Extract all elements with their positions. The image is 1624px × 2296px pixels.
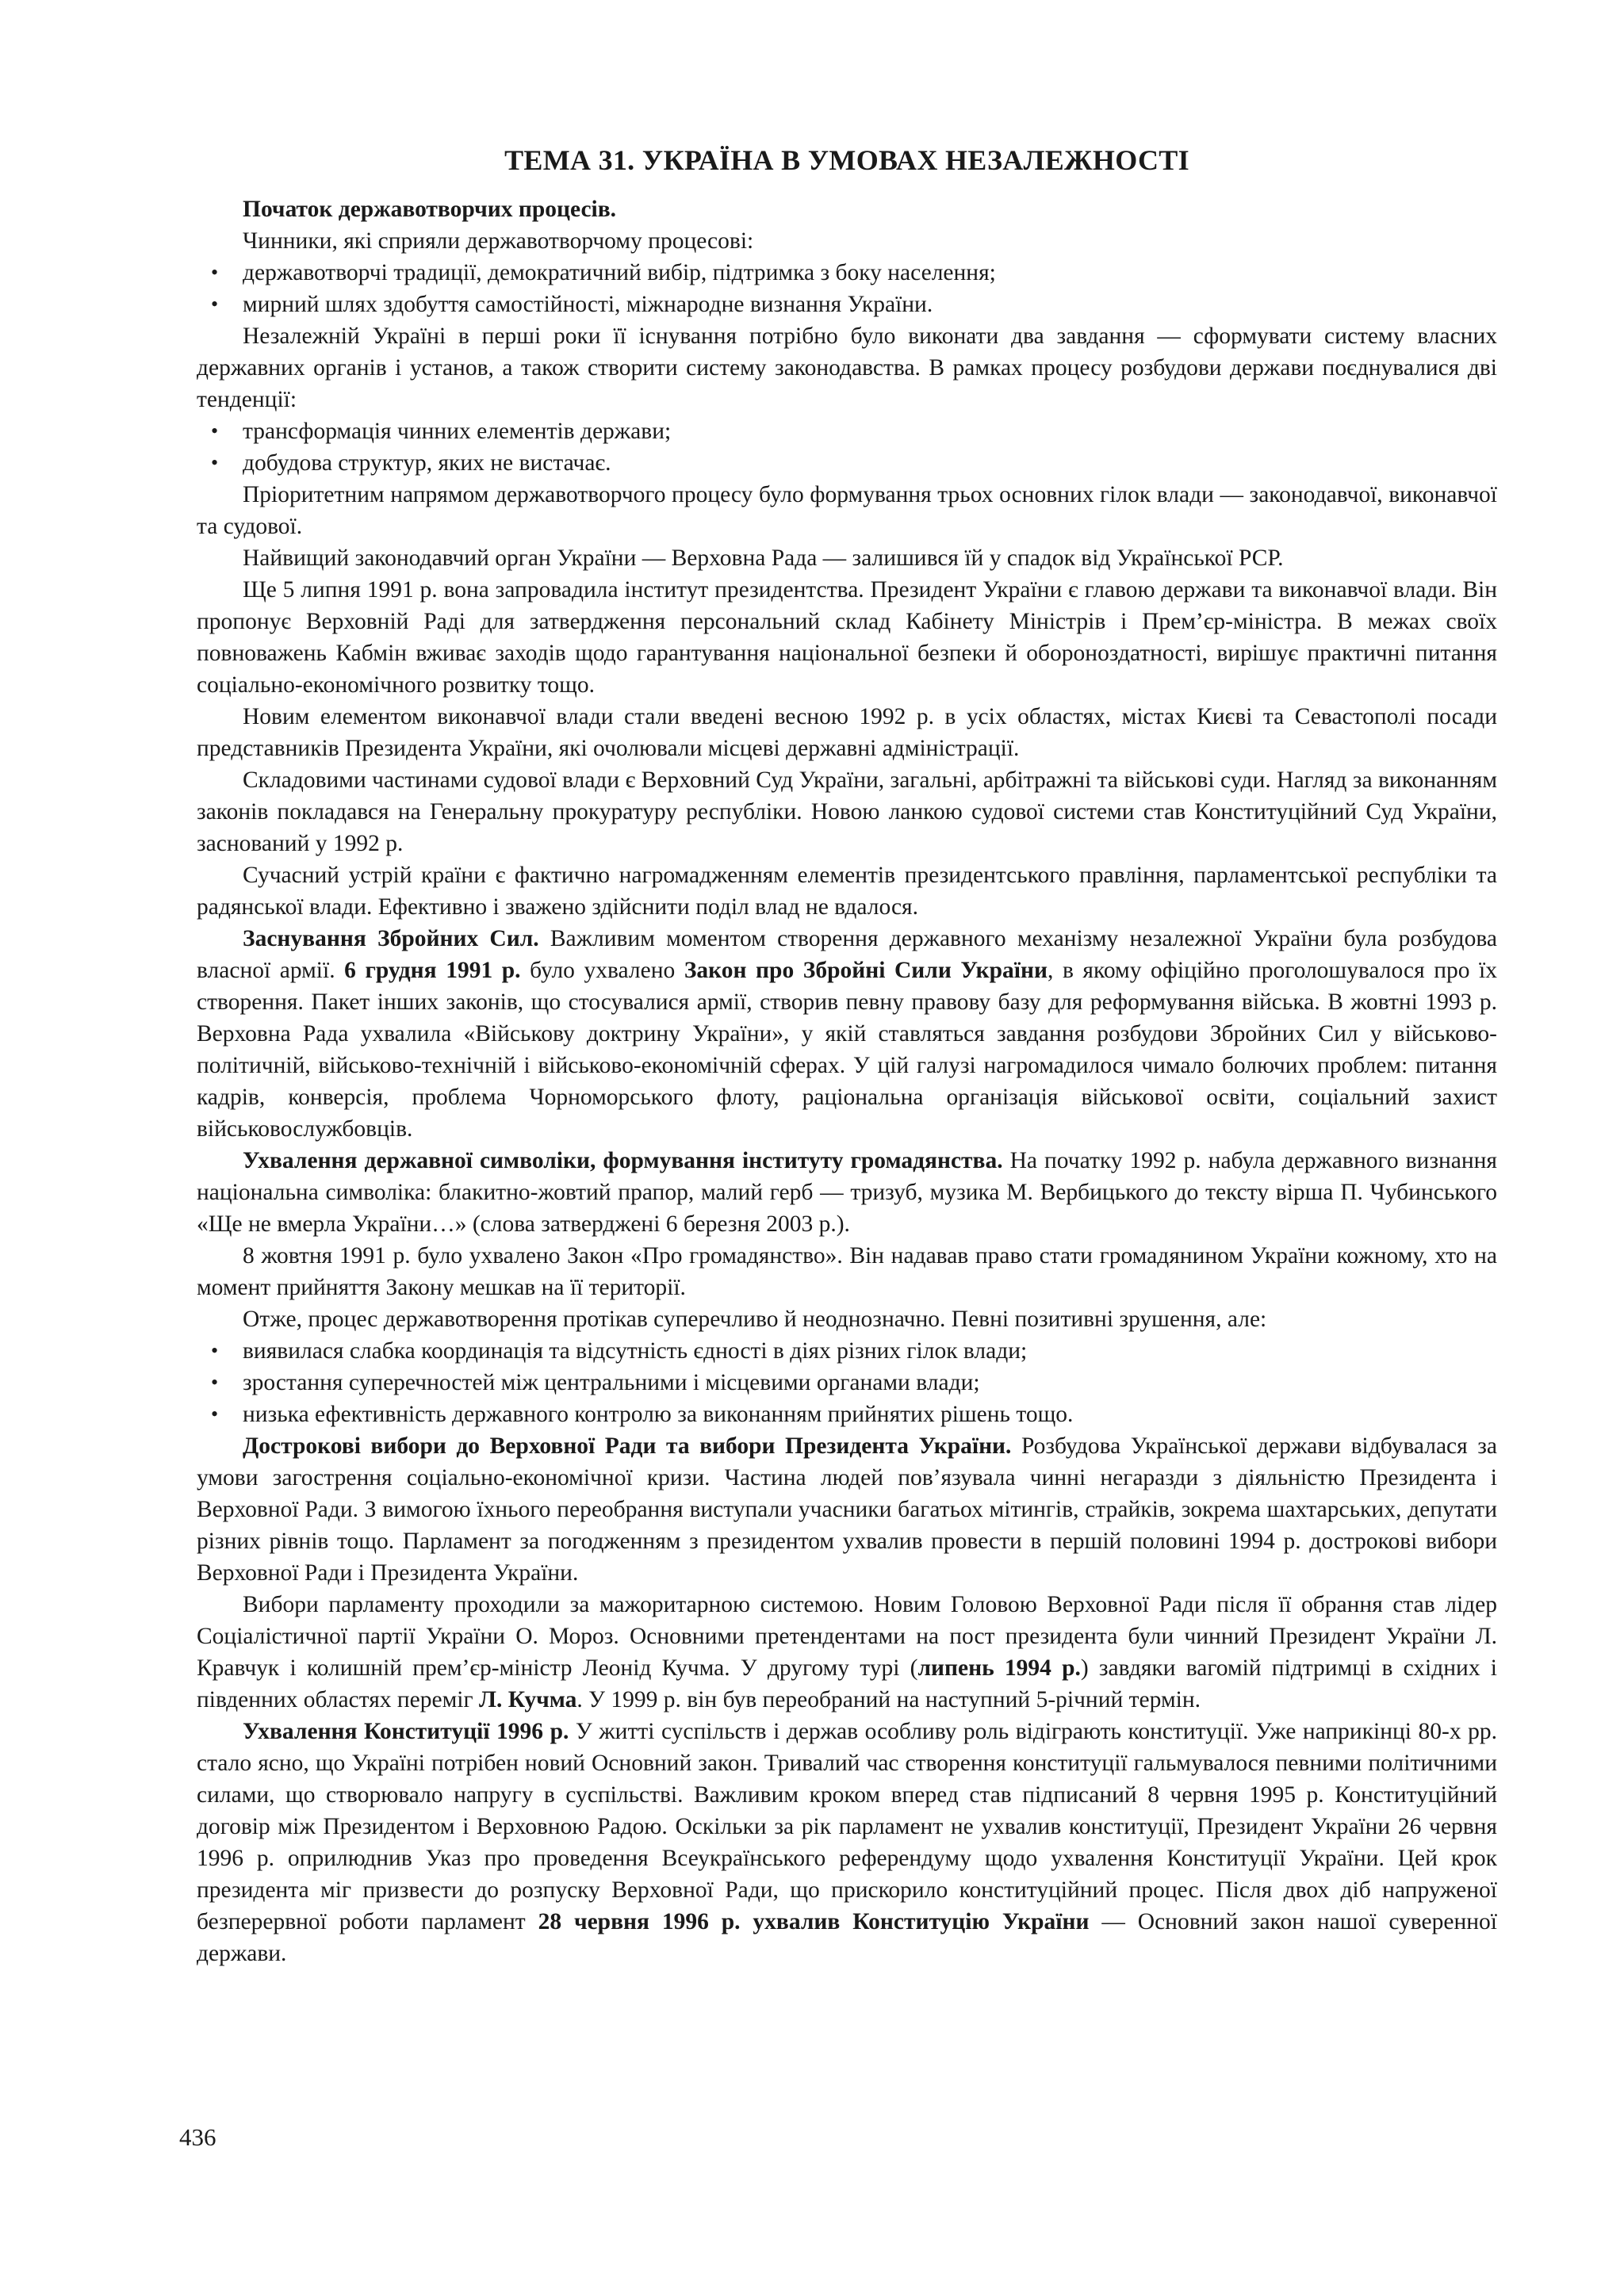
- bullet-item: • державотворчі традиції, демократичний вибір, підтримка з боку населення;: [197, 257, 1497, 289]
- bold-law: Закон про Збройні Сили України: [684, 958, 1048, 983]
- paragraph: Пріоритетним напрямом державотворчого процесу було формування трьох основних гілок влади — законодавчої, виконавчої та судової.: [197, 482, 1497, 539]
- paragraph: Незалежній Україні в перші роки її існування потрібно було виконати два завдання — сформувати систему власних державних органів і установ, а також створити систему законодавства. В рамках процесу розбудови держави поєднувалися дві тенденції:: [197, 323, 1497, 412]
- bold-name: Л. Кучма: [478, 1687, 577, 1712]
- section-heading: Ухвалення Конституції 1996 р.: [243, 1719, 569, 1744]
- bold-constitution: 28 червня 1996 р. ухвалив Конституцію України: [538, 1909, 1090, 1934]
- bullet-item: • зростання суперечностей між центральними і місцевими органами влади;: [197, 1367, 1497, 1399]
- page-content: [197, 143, 1497, 1969]
- section-heading: Ухвалення державної символіки, формування інституту громадянства.: [243, 1148, 1003, 1173]
- paragraph: [197, 1145, 1497, 1240]
- paragraph: Складовими частинами судової влади є Верховний Суд України, загальні, арбітражні та військові суди. Нагляд за виконанням законів покладався на Генеральну прокуратуру республіки. Новою ланкою судової системи став Конституційний Суд України, заснований у 1992 р.: [197, 767, 1497, 856]
- paragraph: [197, 1716, 1497, 1969]
- text-run: ) завдяки вагомій підтримці в східних і південних областях переміг: [197, 1655, 1497, 1712]
- page-title: ТЕМА 31. УКРАЇНА В УМОВАХ НЕЗАЛЕЖНОСТІ: [504, 144, 1189, 176]
- bullet-item: • мирний шлях здобуття самостійності, міжнародне визнання України.: [197, 289, 1497, 320]
- text-run: Вибори парламенту проходили за мажоритарною системою. Новим Головою Верховної Ради після її обрання став лідер Соціалістичної партії України О. Мороз. Основними претендентами на пост президента були чинний Президент України Л. Кравчук і колишній прем’єр-міністр Леонід Кучма. У другому турі (: [197, 1592, 1497, 1681]
- section-heading: Заснування Збройних Сил.: [243, 926, 539, 951]
- page-number: 436: [179, 2123, 216, 2151]
- bold-date: 6 грудня 1991 р.: [344, 958, 521, 983]
- text-run: було ухвалено: [520, 958, 684, 983]
- paragraph: [197, 923, 1497, 1145]
- bullet-item: • низька ефективність державного контролю за виконанням прийнятих рішень тощо.: [197, 1399, 1497, 1430]
- text-run: — Основний закон нашої суверенної держави.: [197, 1909, 1497, 1966]
- bullet-item: • добудова структур, яких не вистачає.: [197, 447, 1497, 479]
- paragraph: Ще 5 липня 1991 р. вона запровадила інститут президентства. Президент України є главою держави та виконавчої влади. Він пропонує Верховній Раді для затвердження персональний склад Кабінету Міністрів і Прем’єр-міністра. В межах своїх повноважень Кабмін вживає заходів щодо гарантування національної безпеки й обороноздатності, вирішує практичні питання соціально-економічного розвитку тощо.: [197, 577, 1497, 698]
- bullet-list: [197, 1335, 1497, 1430]
- paragraph: Найвищий законодавчий орган України — Верховна Рада — залишився їй у спадок від Української РСР.: [243, 545, 1284, 571]
- bullet-item: • виявилася слабка координація та відсутність єдності в діях різних гілок влади;: [197, 1335, 1497, 1367]
- section-heading: Дострокові вибори до Верховної Ради та вибори Президента України.: [243, 1433, 1012, 1459]
- text-run: , в якому офіційно проголошувалося про їх створення. Пакет інших законів, що стосувалися армії, створив певну правову базу для реформування війська. В жовтні 1993 р. Верховна Рада ухвалила «Військову доктрину України», у якій ставляться завдання розбудови Збройних Сил у військово-політичній, військово-технічній і військово-економічній сферах. У цій галузі нагромадилося чимало болючих проблем: питання кадрів, конверсія, проблема Чорноморського флоту, раціональна організація військової освіти, соціальний захист військовослужбовців.: [197, 958, 1498, 1142]
- text-run: . У 1999 р. він був переобраний на наступний 5-річний термін.: [576, 1687, 1201, 1712]
- paragraph: Чинники, які сприяли державотворчому процесові:: [243, 228, 754, 254]
- bullet-item: • трансформація чинних елементів держави;: [197, 415, 1497, 447]
- text-run: Важливим моментом створення державного механізму незалежної України була розбудова власної армії.: [197, 926, 1497, 983]
- paragraph: Сучасний устрій країни є фактично нагромадженням елементів президентського правління, парламентської республіки та радянської влади. Ефективно і зважено здійснити поділ влад не вдалося.: [197, 863, 1497, 920]
- paragraph: 8 жовтня 1991 р. було ухвалено Закон «Про громадянство». Він надавав право стати громадянином України кожному, хто на момент прийняття Закону мешкав на її території.: [197, 1243, 1497, 1300]
- bullet-list: [197, 415, 1497, 479]
- paragraph: [197, 193, 1497, 225]
- paragraph: Отже, процес державотворення протікав суперечливо й неоднозначно. Певні позитивні зрушення, але:: [243, 1307, 1267, 1332]
- paragraph: Новим елементом виконавчої влади стали введені весною 1992 р. в усіх областях, містах Києві та Севастополі посади представників Президента України, які очолювали місцеві державні адміністрації.: [197, 704, 1497, 761]
- bullet-list: [197, 257, 1497, 320]
- text-run: На початку 1992 р. набула державного визнання національна символіка: блакитно-жовтий прапор, малий герб — тризуб, музика М. Вербицького до тексту вірша П. Чубинського «Ще не вмерла України…» (слова затверджені 6 березня 2003 р.).: [197, 1148, 1498, 1237]
- text-run: У житті суспільств і держав особливу роль відіграють конституції. Уже наприкінці 80-х рр. стало ясно, що Україні потрібен новий Основний закон. Тривалий час створення конституції гальмувалося певними політичними силами, що створювало напругу в суспільстві. Важливим кроком вперед став підписаний 8 червня 1995 р. Конституційний договір між Президентом і Верховною Радою. Оскільки за рік парламент не ухвалив конституції, Президент України 26 червня 1996 р. оприлюднив Указ про проведення Всеукраїнського референдуму щодо ухвалення Конституції України. Цей крок президента міг призвести до розпуску Верховної Ради, що прискорило конституційний процес. Після двох діб напруженої безперервної роботи парламент: [197, 1719, 1497, 1934]
- section-heading: Початок державотворчих процесів.: [243, 197, 617, 222]
- bold-date: липень 1994 р.: [917, 1655, 1081, 1681]
- paragraph: [197, 1430, 1497, 1589]
- text-run: Розбудова Української держави відбувалася за умови загострення соціально-економічної кризи. Частина людей пов’язувала чинні негаразди з діяльністю Президента і Верховної Ради. З вимогою їхнього переобрання виступали учасники багатьох мітингів, страйків, зокрема шахтарських, депутати різних рівнів тощо. Парламент за погодженням з президентом ухвалив провести в першій половині 1994 р. дострокові вибори Верховної Ради і Президента України.: [197, 1433, 1497, 1586]
- paragraph: [197, 1589, 1497, 1716]
